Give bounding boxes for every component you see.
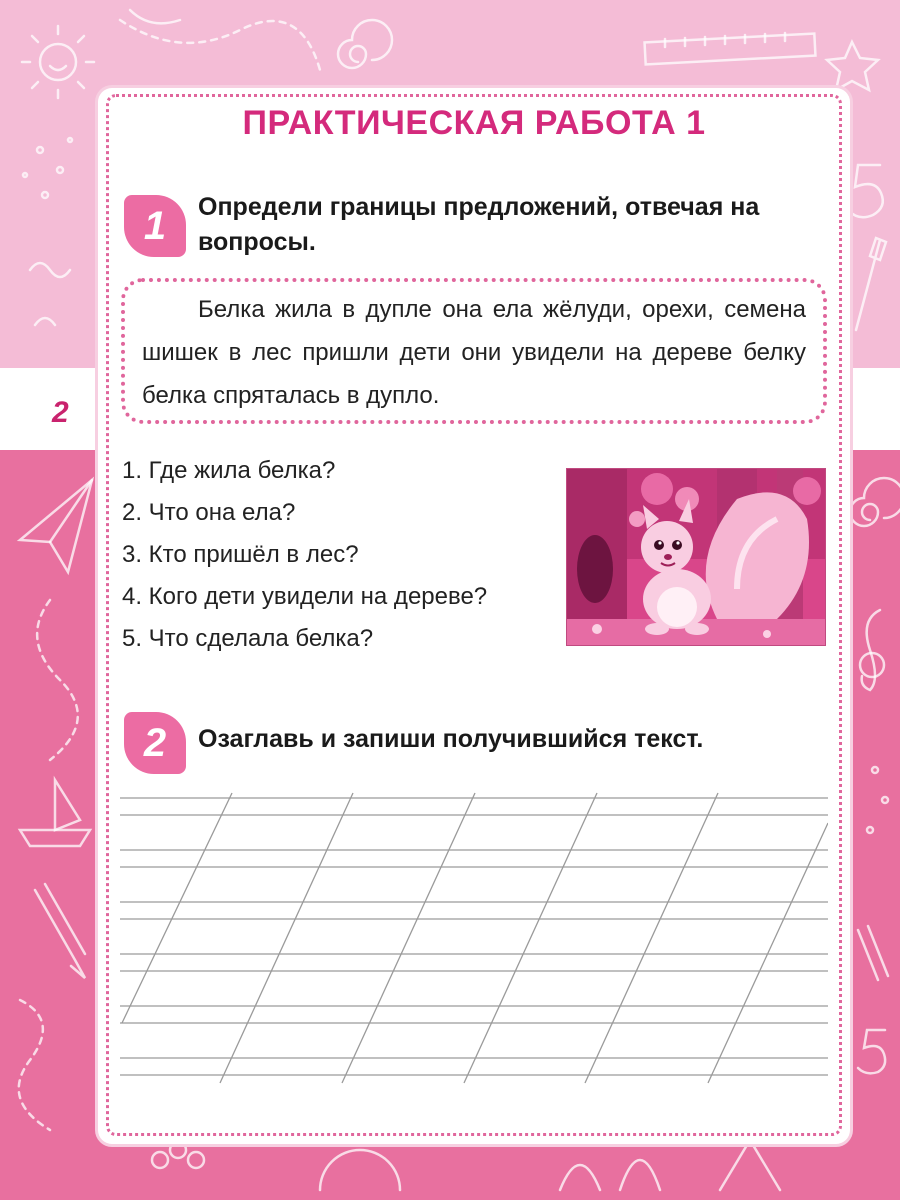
question-2: 2. Что она ела? [122, 499, 296, 526]
question-3: 3. Кто пришёл в лес? [122, 541, 359, 568]
task-1-badge: 1 [124, 195, 186, 257]
page-number: 2 [52, 396, 69, 429]
question-4: 4. Кого дети увидели на дереве? [122, 583, 488, 610]
squirrel-illustration [566, 468, 826, 646]
question-list [122, 450, 487, 660]
question-1: 1. Где жила белка? [122, 457, 336, 484]
question-5: 5. Что сделала белка? [122, 625, 374, 652]
task-2-badge: 2 [124, 712, 186, 774]
task-1-instruction: Определи границы предложений, отвечая на вопросы. [198, 193, 760, 256]
page-title: ПРАКТИЧЕСКАЯ РАБОТА 1 [242, 104, 706, 142]
task-2-instruction: Озаглавь и запиши получившийся текст. [198, 725, 704, 753]
task-1-text: Белка жила в дупле она ела жёлуди, орехи, семена шишек в лес пришли дети они увидели на дереве белку белка спряталась в дупло. [142, 296, 806, 409]
writing-lines [120, 788, 828, 1088]
